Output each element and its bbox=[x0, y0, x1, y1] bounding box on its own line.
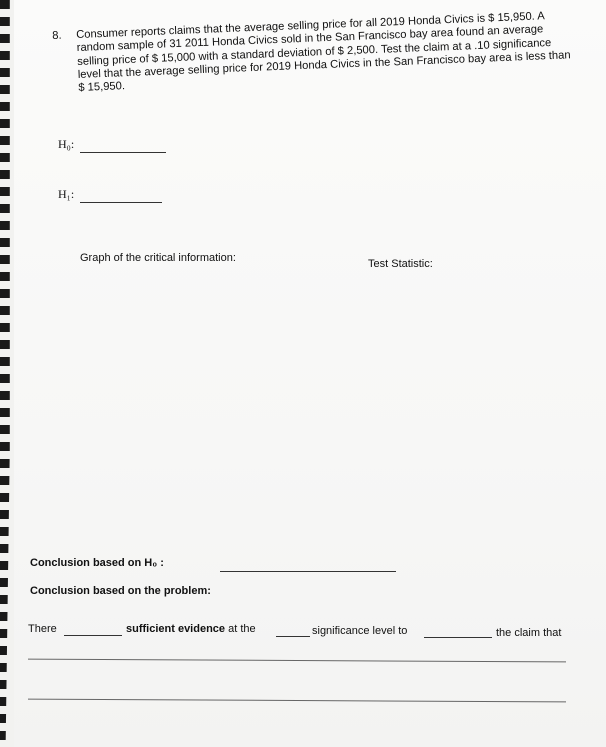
question-number: 8. bbox=[52, 29, 62, 42]
question-block bbox=[52, 9, 572, 95]
graph-label: Graph of the critical information: bbox=[80, 252, 236, 264]
final-the-claim-that: the claim that bbox=[496, 627, 562, 639]
final-blank-1[interactable] bbox=[64, 635, 122, 636]
final-blank-3[interactable] bbox=[424, 637, 492, 638]
final-there: There bbox=[28, 623, 57, 635]
final-significance-level-to: significance level to bbox=[312, 625, 408, 637]
alternative-hypothesis-label: H₁: bbox=[58, 187, 75, 201]
null-hypothesis-label: H₀: bbox=[58, 137, 75, 151]
alternative-hypothesis-blank[interactable] bbox=[80, 202, 162, 203]
worksheet-page bbox=[14, 0, 606, 747]
answer-line-1[interactable] bbox=[28, 659, 566, 663]
question-text: Consumer reports claims that the average selling price for all 2019 Honda Civics is $ 15,950. A random sample of 31 2011 Honda Civics sold in the San Francisco bay area found an average selling price of $ 15,000 with a standard deviation of $ 2,500. Test the claim at a .10 significance level that the average selling price for 2019 Honda Civics in the San Francisco bay area is less than $ 15,950. bbox=[75, 10, 571, 95]
final-blank-2[interactable] bbox=[276, 636, 310, 637]
final-sufficient-evidence: sufficient evidence bbox=[126, 623, 226, 635]
conclusion-problem-label: Conclusion based on the problem: bbox=[30, 585, 211, 597]
test-statistic-label: Test Statistic: bbox=[368, 258, 433, 270]
answer-line-2[interactable] bbox=[28, 699, 566, 703]
binder-holes bbox=[0, 0, 14, 747]
conclusion-h0-label: Conclusion based on H₀ : bbox=[30, 557, 164, 569]
null-hypothesis-blank[interactable] bbox=[80, 152, 166, 153]
conclusion-h0-blank[interactable] bbox=[220, 571, 396, 572]
final-evidence-phrase bbox=[126, 623, 256, 635]
final-at-the: at the bbox=[228, 623, 256, 635]
